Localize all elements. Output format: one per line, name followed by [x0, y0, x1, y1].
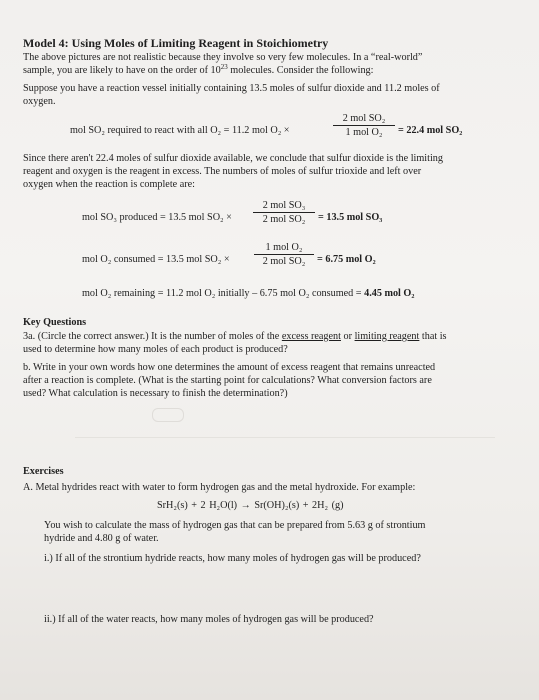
exercise-a-part-ii: ii.) If all of the water reacts, how many moles of hydrogen gas will be produced?: [44, 614, 374, 625]
question-b-line-1: b. Write in your own words how one determines the amount of excess reagent that remains unreacted: [23, 362, 436, 373]
intro-line-4: oxygen.: [23, 96, 56, 107]
bleed-through-mark-1: [152, 408, 184, 422]
question-3a-text: 3a. (Circle the correct answer.) It is the number of moles of the: [23, 331, 282, 342]
intro-line-2b: molecules. Consider the following:: [227, 65, 374, 76]
page-title: Model 4: Using Moles of Limiting Reagent in Stoichiometry: [23, 36, 329, 50]
question-3a-or: or: [340, 331, 355, 342]
calc3-fraction: [254, 242, 314, 267]
calc2-denominator: 2 mol SO₂: [262, 214, 306, 225]
key-questions-heading: Key Questions: [23, 317, 87, 328]
intro-line-3: Suppose you have a reaction vessel initially containing 13.5 moles of sulfur dioxide and 11.2 moles of: [23, 83, 440, 94]
calc1-left: mol SO₂ required to react with all O₂ = 11.2 mol O₂ ×: [70, 125, 290, 136]
intro-line-2a: sample, you are likely to have on the order of 10: [23, 65, 221, 76]
calc1-result: = 22.4 mol SO₂: [398, 125, 463, 136]
calc3-left: mol O₂ consumed = 13.5 mol SO₂ ×: [82, 254, 230, 265]
calc4-result: 4.45 mol O₂: [364, 288, 415, 299]
para2-line-2: reagent and oxygen is the reagent in excess. The numbers of moles of sulfur trioxide and left over: [23, 166, 422, 177]
question-3a-end: that is: [419, 331, 447, 342]
calc2-left: mol SO₃ produced = 13.5 mol SO₂ ×: [82, 212, 232, 223]
bleed-through-mark-2: [75, 437, 495, 438]
exercise-a-part-i: i.) If all of the strontium hydride reacts, how many moles of hydrogen gas will be produced?: [44, 553, 421, 564]
intro-line-1: The above pictures are not realistic because they involve so very few molecules. In a “real-world”: [23, 52, 423, 63]
intro-exponent: 23: [220, 63, 228, 71]
calc2-fraction: [253, 200, 315, 225]
question-3a-line-1: [23, 331, 447, 343]
exercise-a-task-line-1: You wish to calculate the mass of hydrogen gas that can be prepared from 5.63 g of strontium: [44, 520, 426, 531]
option-excess-reagent[interactable]: excess reagent: [281, 331, 341, 342]
exercise-a-equation: SrH₂(s) + 2 H₂O(l) → Sr(OH)₂(s) + 2H₂ (g): [157, 500, 344, 511]
option-limiting-reagent[interactable]: limiting reagent: [354, 331, 420, 342]
para2-line-3: oxygen when the reaction is complete are:: [23, 179, 195, 190]
calc4-left: mol O₂ remaining = 11.2 mol O₂ initially – 6.75 mol O₂ consumed =: [82, 288, 365, 299]
exercise-a-line: A. Metal hydrides react with water to form hydrogen gas and the metal hydroxide. For example:: [23, 482, 416, 493]
question-b-line-3: used? What calculation is necessary to finish the determination?): [23, 388, 288, 399]
intro-line-2: [23, 65, 373, 77]
para2-line-1: Since there aren't 22.4 moles of sulfur dioxide available, we conclude that sulfur dioxide is the limiting: [23, 153, 443, 164]
calc1-denominator: 1 mol O₂: [345, 127, 383, 138]
calc1-numerator: 2 mol SO₂: [333, 113, 395, 126]
calc2-result: = 13.5 mol SO₃: [318, 212, 383, 223]
calc1-fraction: [333, 113, 395, 138]
calc3-numerator: 1 mol O₂: [254, 242, 314, 255]
calc3-denominator: 2 mol SO₂: [262, 256, 306, 267]
exercise-a-task-line-2: hydride and 4.80 g of water.: [44, 533, 159, 544]
calc4: [82, 288, 414, 300]
question-3a-line-2: used to determine how many moles of each product is produced?: [23, 344, 288, 355]
calc3-result: = 6.75 mol O₂: [317, 254, 376, 265]
exercises-heading: Exercises: [23, 466, 64, 477]
calc2-numerator: 2 mol SO₃: [253, 200, 315, 213]
question-b-line-2: after a reaction is complete. (What is the starting point for calculations? What conversion factors are: [23, 375, 432, 386]
